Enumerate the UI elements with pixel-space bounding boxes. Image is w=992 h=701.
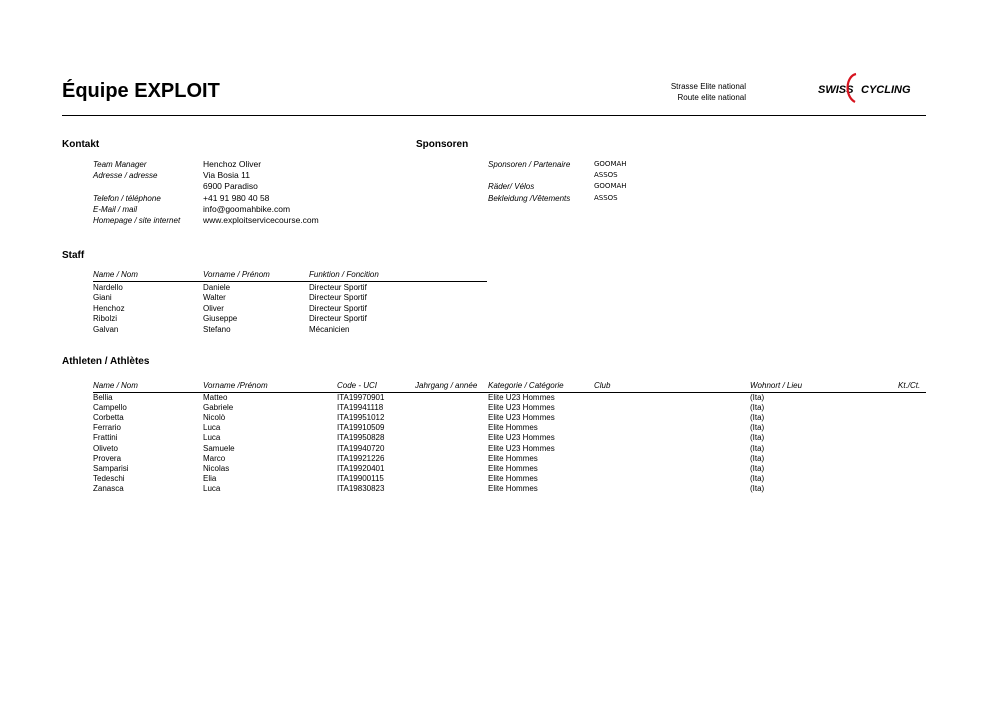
table-row — [93, 484, 926, 494]
kontakt-heading: Kontakt — [62, 139, 100, 150]
athleten-cell: (Ita) — [750, 433, 765, 443]
table-row — [93, 293, 487, 303]
staff-cell: Directeur Sportif — [309, 283, 367, 292]
table-row — [93, 314, 487, 324]
sponsoren-value: ASSOS — [594, 171, 618, 180]
athleten-cell: Elite U23 Hommes — [488, 413, 555, 423]
page-title: Équipe EXPLOIT — [62, 80, 220, 102]
athleten-cell: ITA19970901 — [337, 393, 385, 402]
athleten-cell: (Ita) — [750, 463, 765, 473]
staff-column-header: Funktion / Foncition — [309, 270, 379, 279]
staff-table — [93, 270, 487, 340]
athleten-cell: Elite Hommes — [488, 483, 538, 493]
athleten-table — [93, 381, 926, 496]
athleten-cell: Luca — [203, 433, 221, 443]
athleten-cell: Bellia — [93, 393, 113, 402]
athleten-cell: Gabriele — [203, 403, 234, 413]
athleten-cell: ITA19950828 — [337, 433, 385, 443]
sponsoren-row — [488, 170, 648, 180]
staff-cell: Giuseppe — [203, 314, 238, 324]
athleten-cell: ITA19951012 — [337, 413, 385, 423]
athleten-column-header: Vorname /Prénom — [203, 381, 268, 390]
sponsoren-label: Bekleidung /Vêtements — [488, 193, 571, 203]
staff-cell: Oliver — [203, 303, 224, 313]
sponsoren-value: GOOMAH — [594, 182, 627, 191]
athleten-cell: Provera — [93, 453, 122, 463]
athleten-cell: (Ita) — [750, 443, 765, 453]
kontakt-label: Telefon / téléphone — [93, 193, 161, 203]
staff-column-header: Vorname / Prénom — [203, 270, 270, 279]
athleten-cell: Samparisi — [93, 463, 129, 473]
kontakt-row — [93, 193, 353, 203]
staff-cell: Directeur Sportif — [309, 293, 367, 303]
athleten-cell: Elia — [203, 473, 217, 483]
table-row — [93, 433, 926, 443]
athleten-column-header: Club — [594, 381, 611, 390]
staff-cell: Ribolzi — [93, 314, 118, 324]
table-row — [93, 283, 487, 293]
kontakt-row — [93, 204, 353, 214]
kontakt-value: 6900 Paradiso — [203, 181, 258, 192]
sponsoren-label: Sponsoren / Partenaire — [488, 160, 571, 169]
athleten-cell: Nicolò — [203, 413, 226, 423]
sponsoren-value: GOOMAH — [594, 160, 627, 168]
athleten-heading: Athleten / Athlètes — [62, 356, 150, 367]
table-row — [93, 464, 926, 474]
athleten-column-header: Jahrgang / année — [415, 381, 478, 390]
athleten-cell: Elite Hommes — [488, 473, 538, 483]
athleten-cell: (Ita) — [750, 423, 765, 433]
staff-cell: Stefano — [203, 324, 231, 334]
kontakt-value: +41 91 980 40 58 — [203, 192, 270, 203]
logo-text-right: CYCLING — [861, 84, 911, 96]
swiss-cycling-logo — [818, 70, 916, 106]
athleten-cell: Matteo — [203, 393, 228, 402]
staff-cell: Mécanicien — [309, 324, 350, 334]
athleten-column-header: Kt./Ct. — [898, 381, 921, 390]
table-row — [93, 454, 926, 464]
athleten-cell: ITA19910509 — [337, 423, 385, 433]
category-label — [671, 81, 746, 103]
athleten-cell: ITA19940720 — [337, 443, 385, 453]
staff-column-header: Name / Nom — [93, 270, 138, 279]
table-row — [93, 304, 487, 314]
athleten-cell: ITA19941118 — [337, 403, 384, 413]
sponsoren-heading: Sponsoren — [416, 139, 469, 150]
staff-header-line — [93, 281, 487, 282]
kontakt-label: E-Mail / mail — [93, 204, 138, 214]
table-row — [93, 423, 926, 433]
athleten-cell: Ferrario — [93, 423, 122, 433]
athleten-cell: (Ita) — [750, 453, 765, 463]
athleten-column-header: Kategorie / Catégorie — [488, 381, 564, 390]
athleten-cell: Tedeschi — [93, 473, 125, 483]
athleten-cell: Elite U23 Hommes — [488, 393, 555, 402]
athleten-cell: (Ita) — [750, 483, 765, 493]
table-row — [93, 325, 487, 335]
category-line-1: Strasse Elite national — [670, 82, 746, 91]
kontakt-row — [93, 181, 353, 191]
athleten-cell: Nicolas — [203, 463, 230, 473]
header-divider — [62, 115, 926, 116]
table-row — [93, 393, 926, 403]
table-row — [93, 444, 926, 454]
athleten-cell: ITA19830823 — [337, 483, 385, 493]
athleten-cell: Elite U23 Hommes — [488, 403, 555, 413]
athleten-cell: Luca — [203, 483, 221, 493]
athleten-cell: Zanasca — [93, 483, 124, 493]
kontakt-value: info@goomahbike.com — [203, 203, 291, 214]
table-row — [93, 403, 926, 413]
athleten-column-header: Wohnort / Lieu — [750, 381, 803, 390]
athleten-cell: (Ita) — [750, 393, 765, 402]
athleten-cell: Corbetta — [93, 413, 124, 423]
kontakt-row — [93, 159, 353, 169]
sponsoren-label: Räder/ Vélos — [488, 182, 535, 192]
athleten-cell: ITA19920401 — [337, 463, 385, 473]
athleten-cell: Elite Hommes — [488, 463, 538, 473]
athleten-cell: Marco — [203, 453, 226, 463]
athleten-cell: Elite Hommes — [488, 423, 538, 433]
sponsoren-value: ASSOS — [594, 193, 618, 202]
athleten-cell: Frattini — [93, 433, 118, 443]
staff-cell: Henchoz — [93, 303, 125, 313]
table-row — [93, 474, 926, 484]
kontakt-label: Adresse / adresse — [93, 171, 158, 181]
kontakt-row — [93, 215, 353, 225]
kontakt-value: www.exploitservicecourse.com — [203, 215, 319, 225]
athleten-cell: (Ita) — [750, 413, 765, 423]
staff-cell: Directeur Sportif — [309, 303, 367, 313]
staff-cell: Galvan — [93, 324, 119, 334]
staff-cell: Directeur Sportif — [309, 314, 367, 324]
staff-cell: Giani — [93, 293, 112, 303]
category-line-2: Route elite national — [677, 93, 746, 102]
kontakt-value: Via Bosia 11 — [203, 170, 250, 181]
athleten-cell: Elite U23 Hommes — [488, 443, 555, 453]
kontakt-label: Team Manager — [93, 160, 147, 169]
staff-cell: Walter — [203, 293, 226, 303]
table-row — [93, 413, 926, 423]
sponsoren-row — [488, 159, 648, 169]
athleten-cell: Elite U23 Hommes — [488, 433, 555, 443]
athleten-cell: ITA19900115 — [337, 473, 384, 483]
athleten-column-header: Code - UCI — [337, 381, 378, 390]
athleten-cell: Oliveto — [93, 443, 118, 453]
athleten-cell: Elite Hommes — [488, 453, 538, 463]
athleten-cell: ITA19921226 — [337, 453, 385, 463]
sponsoren-row — [488, 193, 648, 203]
athleten-column-header: Name / Nom — [93, 381, 138, 390]
sponsoren-row — [488, 181, 648, 191]
kontakt-label: Homepage / site internet — [93, 216, 181, 225]
athleten-cell: (Ita) — [750, 473, 765, 483]
logo-text-left: SWISS — [818, 84, 854, 96]
athleten-cell: Luca — [203, 423, 221, 433]
kontakt-value: Henchoz Oliver — [203, 159, 262, 169]
staff-heading: Staff — [62, 250, 85, 261]
athleten-cell: Campello — [93, 403, 127, 413]
kontakt-row — [93, 170, 353, 180]
athleten-cell: Samuele — [203, 443, 235, 453]
staff-cell: Daniele — [203, 283, 231, 292]
staff-cell: Nardello — [93, 283, 123, 292]
athleten-cell: (Ita) — [750, 403, 765, 413]
